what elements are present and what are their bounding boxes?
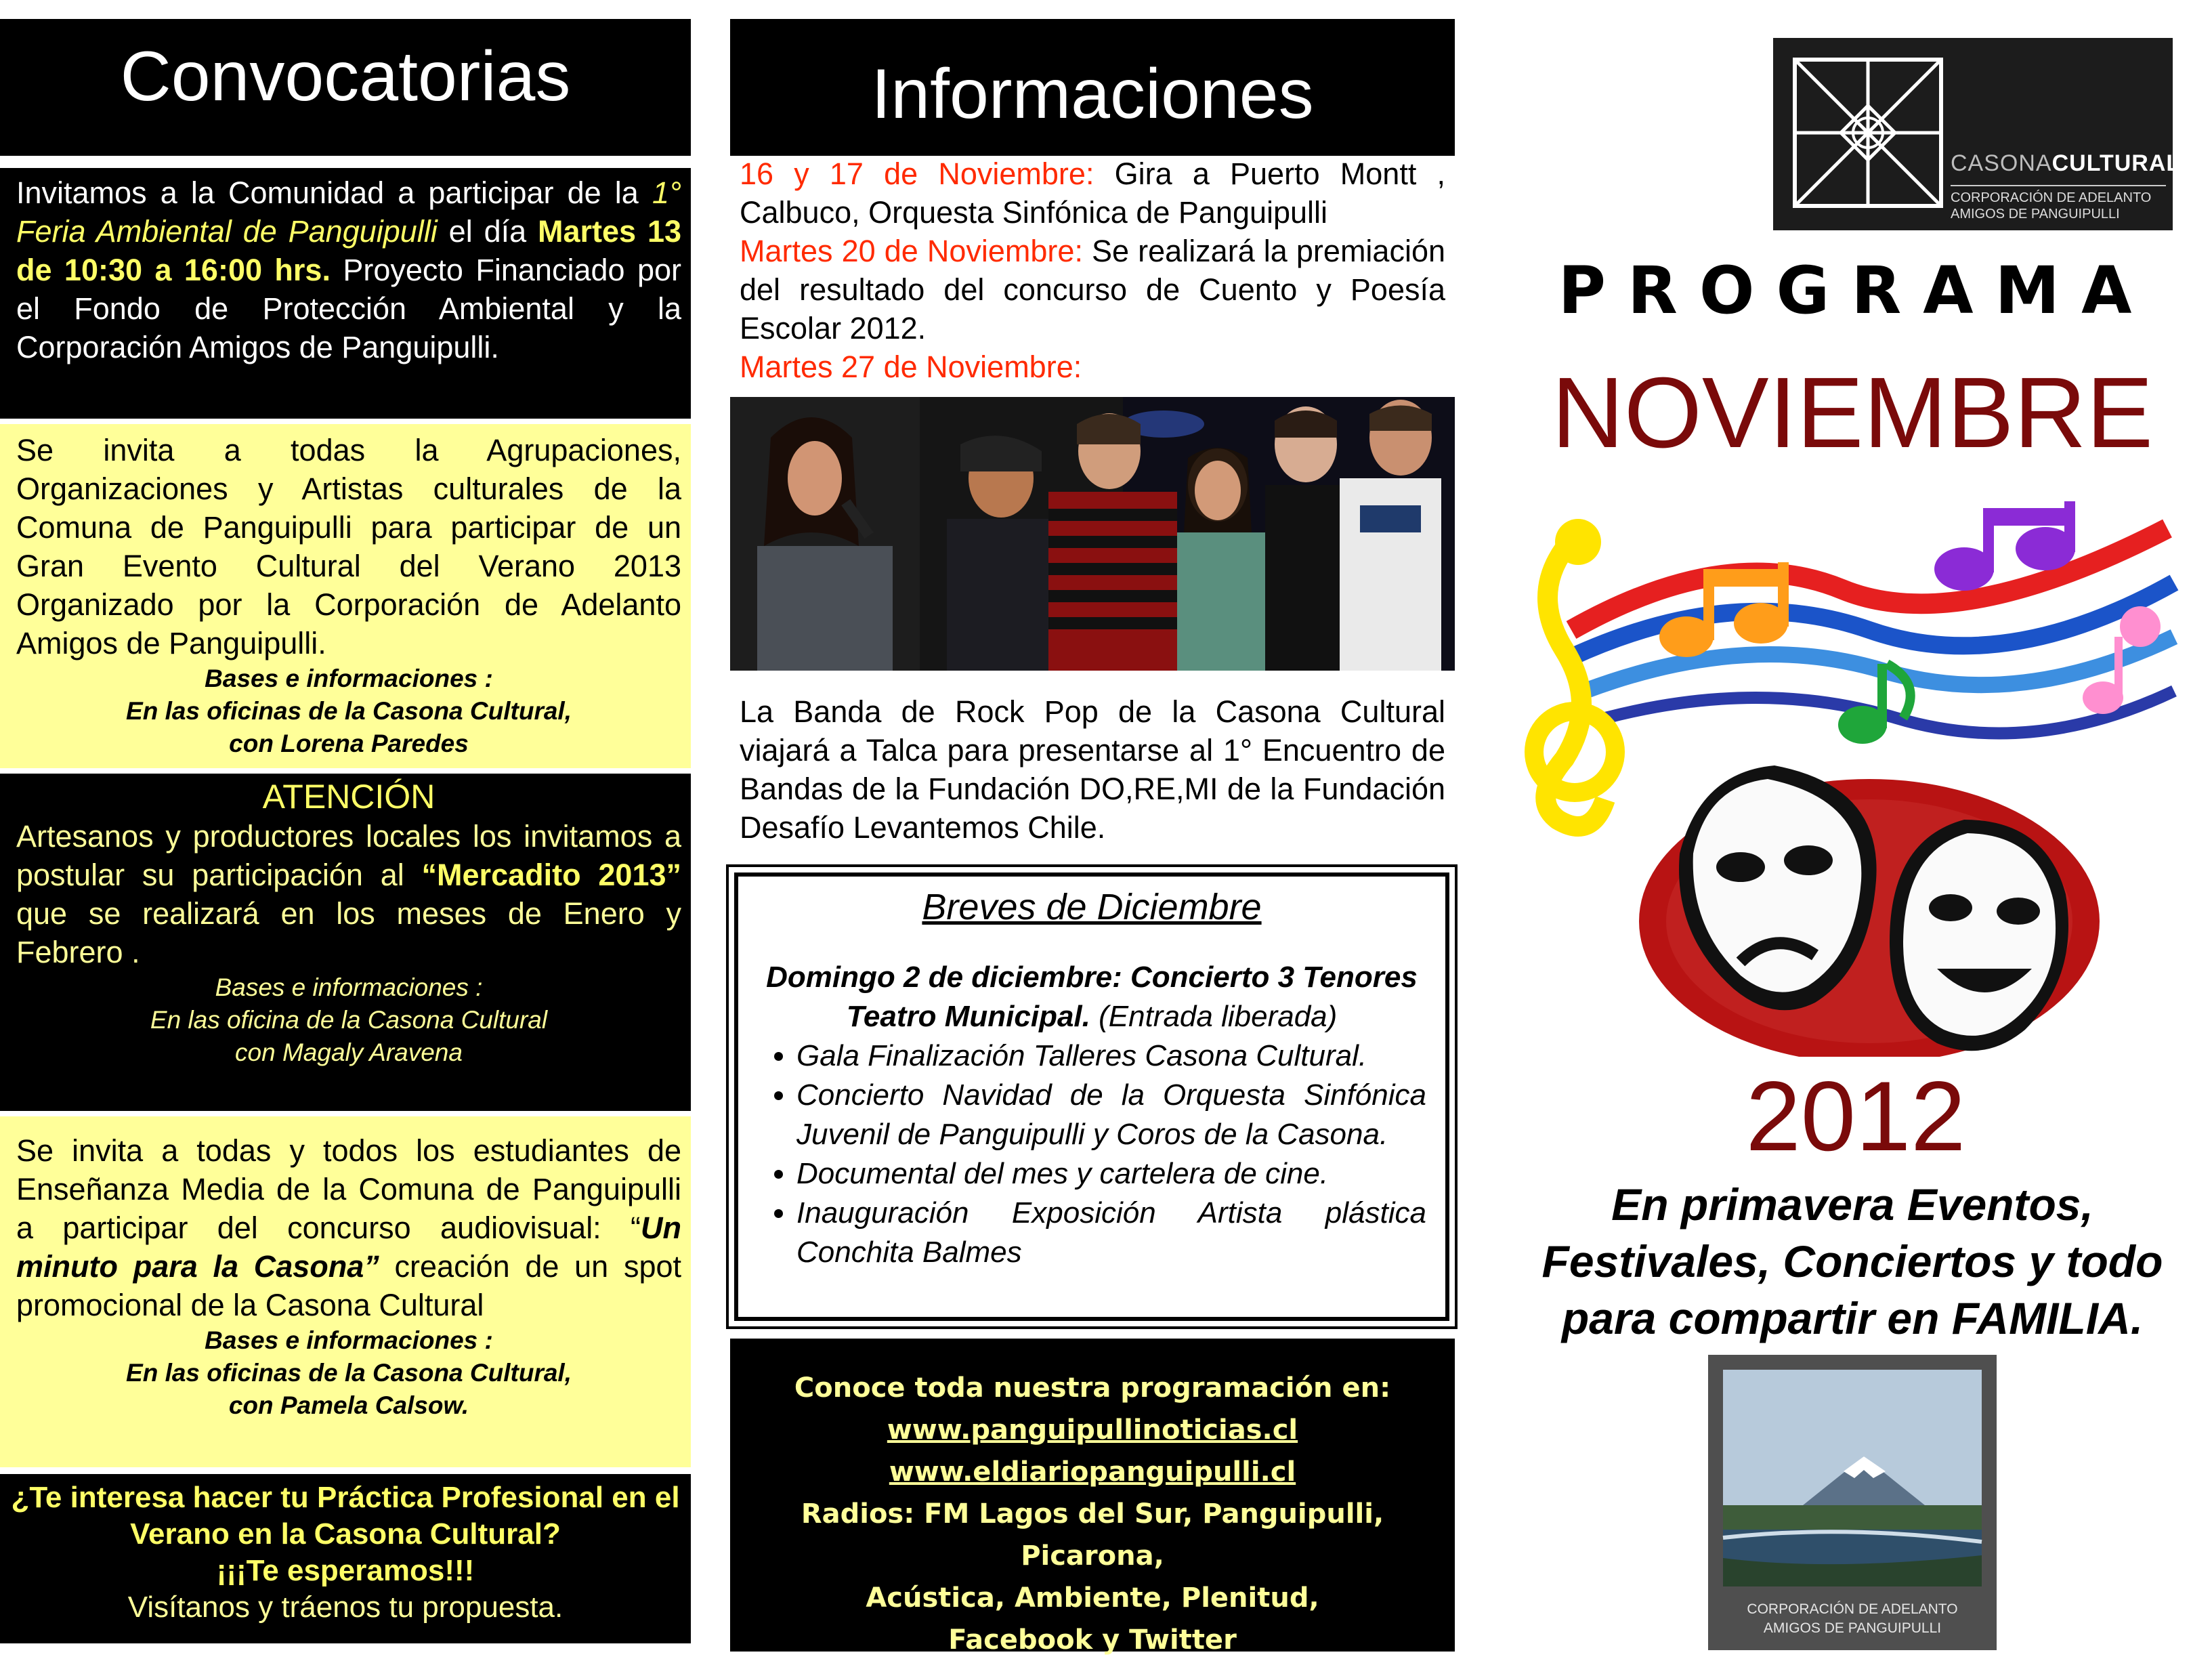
informaciones-list: 16 y 17 de Noviembre: Gira a Puerto Montt , Calbuco, Orquesta Sinfónica de Panguipulli Martes 20 de Noviembre: Se realizará la premiación del resultado del concurso de Cuento y Poesía Escolar 2012. Martes 27 de Noviembre:	[740, 156, 1446, 384]
list-item: • Inauguración Exposición Artista plástica Conchita Balmes	[796, 1194, 1426, 1272]
informaciones-header	[730, 19, 1455, 156]
practica-profesional-box: ¿Te interesa hacer tu Práctica Profesional en el Verano en la Casona Cultural? ¡¡¡Te esperamos!!! Visítanos y tráenos tu propuesta.	[0, 1474, 691, 1643]
music-masks-icon	[1490, 501, 2181, 1057]
corporacion-logo: CORPORACIÓN DE ADELANTO AMIGOS DE PANGUIPULLI	[1708, 1355, 1997, 1650]
eldiariopanguipulli-link[interactable]: www.eldiariopanguipulli.cl	[889, 1456, 1296, 1488]
month-title: NOVIEMBRE	[1551, 357, 2154, 469]
feria-date: Martes 13 de 10:30 a 16:00 hrs.	[16, 214, 682, 287]
panguipullinoticias-link[interactable]: www.panguipullinoticias.cl	[887, 1414, 1298, 1446]
list-item: • Concierto Navidad de la Orquesta Sinfónica Juvenil de Panguipulli y Coros de la Casona.	[796, 1076, 1426, 1154]
concurso-audiovisual-box: Se invita a todas y todos los estudiantes de Enseñanza Media de la Comuna de Panguipulli a participar del concurso audiovisual: “Un minuto para la Casona” creación de un spot promocional de la Casona Cultural Bases e informaciones : En las oficinas de la Casona Cultural, con Pamela Calsow.	[0, 1116, 691, 1467]
tagline: En primavera Eventos, Festivales, Conciertos y todo para compartir en FAMILIA.	[1541, 1179, 2163, 1343]
convocatorias-title: Convocatorias	[120, 37, 571, 116]
breves-title: Breves de Diciembre	[922, 887, 1262, 927]
band-photo	[730, 397, 1455, 671]
informaciones-title: Informaciones	[871, 55, 1314, 133]
programacion-box: Conoce toda nuestra programación en: www.panguipullinoticias.cl www.eldiariopanguipulli.cl Radios: FM Lagos del Sur, Panguipulli, Picarona, Acústica, Ambiente, Plenitud, Facebook y Twitter	[730, 1339, 1455, 1652]
convocatorias-header	[0, 19, 691, 156]
date-27: Martes 27 de Noviembre:	[740, 350, 1082, 384]
breves-box: Breves de Diciembre Domingo 2 de diciembre: Concierto 3 Tenores Teatro Municipal. (Entrada liberada) • Gala Finalización Talleres Casona Cultural. • Concierto Navidad de la Orquesta Sinfónica Juvenil de Panguipulli y Coros de la Casona. • Documental del mes y cartelera de cine. • Inauguración Exposición Artista plástica Conchita Balmes	[726, 864, 1458, 1329]
casona-cultural-logo: CASONACULTURAL CORPORACIÓN DE ADELANTO AMIGOS DE PANGUIPULLI	[1773, 38, 2173, 230]
concurso-name: Un minuto para la Casona”	[16, 1211, 681, 1284]
feria-ambiental-box: Invitamos a la Comunidad a participar de la 1° Feria Ambiental de Panguipulli el día Martes 13 de 10:30 a 16:00 hrs. Proyecto Financiado por el Fondo de Protección Ambiental y la Corporación Amigos de Panguipulli.	[0, 168, 691, 419]
date-16-17: 16 y 17 de Noviembre:	[740, 156, 1094, 191]
gran-evento-box: Se invita a todas la Agrupaciones, Organizaciones y Artistas culturales de la Comuna de Panguipulli para participar de un Gran Evento Cultural del Verano 2013 Organizado por la Corporación de Adelanto Amigos de Panguipulli. Bases e informaciones : En las oficinas de la Casona Cultural, con Lorena Paredes	[0, 424, 691, 768]
atencion-box: ATENCIÓN Artesanos y productores locales los invitamos a postular su participación al “Mercadito 2013” que se realizará en los meses de Enero y Febrero . Bases e informaciones : En las oficina de la Casona Cultural con Magaly Aravena	[0, 774, 691, 1111]
list-item: • Documental del mes y cartelera de cine.	[796, 1154, 1426, 1194]
feria-name: 1° Feria Ambiental de Panguipulli	[16, 175, 681, 249]
bases-label: Bases e informaciones :	[205, 665, 493, 692]
atencion-title: ATENCIÓN	[262, 778, 435, 816]
date-20: Martes 20 de Noviembre:	[740, 234, 1083, 268]
gran-evento-text: Se invita a todas la Agrupaciones, Organizaciones y Artistas culturales de la Comuna de Panguipulli para participar de un Gran Evento Cultural del Verano 2013 Organizado por la Corporación de Adelanto Amigos de Panguipulli.	[16, 433, 681, 660]
list-item: • Gala Finalización Talleres Casona Cultural.	[796, 1036, 1426, 1076]
mercadito-name: “Mercadito 2013”	[421, 858, 682, 892]
theater-masks-illustration	[1490, 501, 2181, 1057]
programa-heading: PROGRAMA	[1558, 253, 2154, 329]
band-photo-graphic	[730, 397, 1455, 671]
band-text: La Banda de Rock Pop de la Casona Cultural viajará a Talca para presentarse al 1° Encuentro de Bandas de la Fundación DO,RE,MI de la Fundación Desafío Levantemos Chile.	[740, 694, 1445, 845]
breves-list	[757, 1036, 1426, 1272]
year-title: 2012	[1745, 1061, 1966, 1171]
